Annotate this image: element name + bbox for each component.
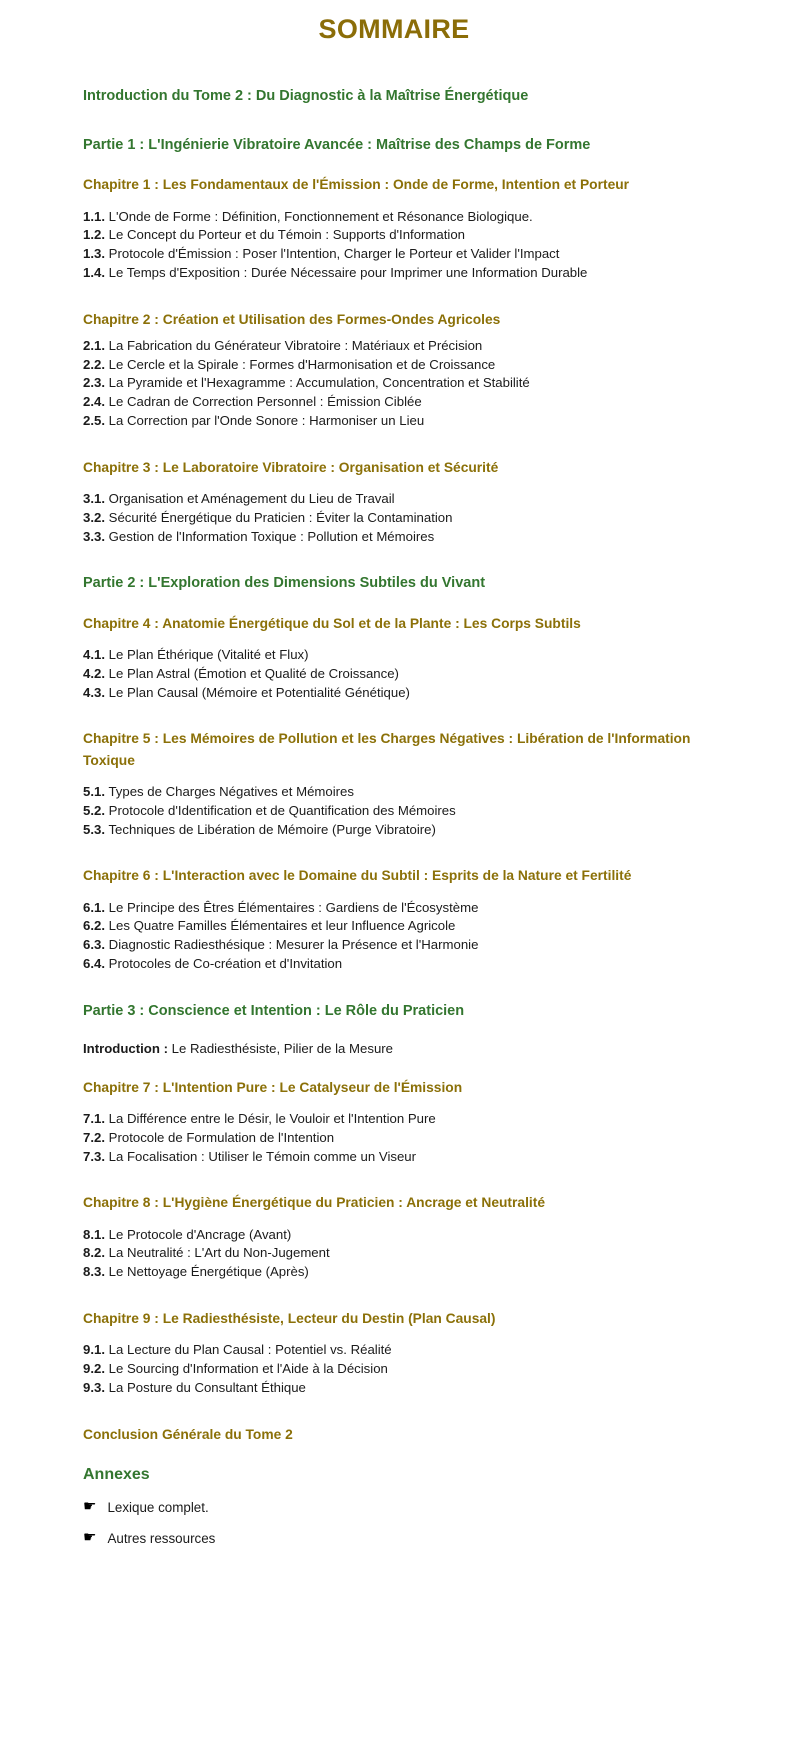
spacer — [83, 1059, 705, 1077]
chapter-heading-3: Chapitre 3 : Le Laboratoire Vibratoire : Organisation et Sécurité — [83, 459, 499, 475]
entry-label: Les Quatre Familles Élémentaires et leur Influence Agricole — [108, 918, 456, 934]
entry-number: 9.2. — [83, 1361, 105, 1377]
toc-entry[interactable] — [83, 208, 705, 227]
entry-label: Types de Charges Négatives et Mémoires — [108, 784, 354, 800]
entry-label: La Pyramide et l'Hexagramme : Accumulation, Concentration et Stabilité — [108, 375, 530, 391]
toc-entry[interactable] — [83, 509, 705, 528]
entry-label: L'Onde de Forme : Définition, Fonctionnement et Résonance Biologique. — [108, 208, 533, 224]
entry-number: 2.3. — [83, 375, 105, 391]
toc-entry[interactable] — [83, 1226, 705, 1245]
entry-number: 5.1. — [83, 784, 105, 800]
toc-entry[interactable] — [83, 955, 705, 974]
spacer — [83, 634, 705, 646]
chapter-heading-2: Chapitre 2 : Création et Utilisation des Formes-Ondes Agricoles — [83, 311, 501, 327]
spacer — [83, 478, 705, 490]
spacer — [83, 45, 705, 85]
toc-entry[interactable] — [83, 374, 705, 393]
entry-label: Organisation et Aménagement du Lieu de Travail — [108, 491, 395, 507]
entry-label: Le Cadran de Correction Personnel : Émission Ciblée — [108, 394, 422, 410]
entry-number: 6.1. — [83, 899, 105, 915]
chapter-heading-8: Chapitre 8 : L'Hygiène Énergétique du Praticien : Ancrage et Neutralité — [83, 1195, 546, 1211]
chapter-heading-4: Chapitre 4 : Anatomie Énergétique du Sol et de la Plante : Les Corps Subtils — [83, 615, 581, 631]
entry-label: Protocole de Formulation de l'Intention — [108, 1129, 335, 1145]
pointing-hand-icon: ☛ — [83, 1528, 97, 1546]
spacer — [83, 1022, 705, 1040]
entry-label: La Lecture du Plan Causal : Potentiel vs. Réalité — [108, 1342, 392, 1358]
chapter-heading-5: Chapitre 5 : Les Mémoires de Pollution et les Charges Négatives : Libération de l'Information Toxique — [83, 731, 691, 768]
toc-entry[interactable] — [83, 821, 705, 840]
toc-entry[interactable] — [83, 528, 705, 547]
toc-entry[interactable] — [83, 412, 705, 431]
entry-number: 6.4. — [83, 955, 105, 971]
entry-label: Le Sourcing d'Information et l'Aide à la Décision — [108, 1361, 388, 1377]
toc-entry[interactable] — [83, 393, 705, 412]
toc-entry[interactable] — [83, 899, 705, 918]
toc-entry[interactable] — [83, 1263, 705, 1282]
spacer — [83, 1098, 705, 1110]
entry-label: La Neutralité : L'Art du Non-Jugement — [108, 1245, 330, 1261]
toc-entry[interactable] — [83, 917, 705, 936]
entry-number: 3.1. — [83, 491, 105, 507]
entry-number: 5.2. — [83, 802, 105, 818]
toc-entry[interactable] — [83, 1360, 705, 1379]
entry-label: Protocole d'Identification et de Quantification des Mémoires — [108, 802, 456, 818]
spacer — [83, 108, 705, 134]
spacer — [83, 1398, 705, 1424]
page-title: SOMMAIRE — [318, 14, 470, 44]
spacer — [83, 156, 705, 174]
toc-entry[interactable] — [83, 490, 705, 509]
entry-number: 7.3. — [83, 1148, 105, 1164]
spacer — [83, 431, 705, 457]
entry-label: Protocoles de Co-création et d'Invitation — [108, 955, 343, 971]
entry-label: Techniques de Libération de Mémoire (Purge Vibratoire) — [108, 821, 436, 837]
entry-label: La Focalisation : Utiliser le Témoin comme un Viseur — [108, 1148, 417, 1164]
spacer — [83, 839, 705, 865]
spacer — [83, 1214, 705, 1226]
spacer — [83, 1329, 705, 1341]
entry-number: 2.2. — [83, 356, 105, 372]
entry-label: Le Cercle et la Spirale : Formes d'Harmonisation et de Croissance — [108, 356, 496, 372]
chapter-heading-9: Chapitre 9 : Le Radiesthésiste, Lecteur du Destin (Plan Causal) — [83, 1310, 496, 1326]
toc-entry[interactable] — [83, 337, 705, 356]
spacer — [83, 283, 705, 309]
entry-number: 3.3. — [83, 528, 105, 544]
spacer — [83, 1166, 705, 1192]
entry-label: Le Temps d'Exposition : Durée Nécessaire pour Imprimer une Information Durable — [108, 264, 588, 280]
list-item[interactable] — [83, 1530, 705, 1549]
entry-label: Protocole d'Émission : Poser l'Intention, Charger le Porteur et Valider l'Impact — [108, 246, 560, 262]
section-heading-annexes: Annexes — [83, 1465, 150, 1483]
toc-entry[interactable] — [83, 264, 705, 283]
entry-label: Le Concept du Porteur et du Témoin : Supports d'Information — [108, 227, 466, 243]
entry-label: Sécurité Énergétique du Praticien : Éviter la Contamination — [108, 509, 453, 525]
entry-number: 7.2. — [83, 1129, 105, 1145]
chapter-heading-6: Chapitre 6 : L'Interaction avec le Domaine du Subtil : Esprits de la Nature et Fertilité — [83, 868, 632, 884]
entry-label: Le Radiesthésiste, Pilier de la Mesure — [171, 1041, 394, 1057]
spacer — [83, 702, 705, 728]
spacer — [83, 1445, 705, 1463]
entry-number: 2.5. — [83, 412, 105, 428]
spacer — [83, 974, 705, 1000]
entry-number: 6.2. — [83, 918, 105, 934]
entry-label: La Correction par l'Onde Sonore : Harmoniser un Lieu — [108, 412, 425, 428]
entry-number: 1.1. — [83, 208, 105, 224]
section-heading-introduction: Introduction du Tome 2 : Du Diagnostic à la Maîtrise Énergétique — [83, 88, 529, 105]
part-heading-1: Partie 1 : L'Ingénierie Vibratoire Avancée : Maîtrise des Champs de Forme — [83, 136, 591, 153]
entry-number: 1.2. — [83, 227, 105, 243]
entry-number: 1.4. — [83, 264, 105, 280]
toc-entry[interactable] — [83, 245, 705, 264]
chapter-heading-1: Chapitre 1 : Les Fondamentaux de l'Émission : Onde de Forme, Intention et Porteur — [83, 177, 630, 193]
entry-number: 8.2. — [83, 1245, 105, 1261]
spacer — [83, 546, 705, 572]
entry-number: 4.1. — [83, 647, 105, 663]
entry-number: 2.4. — [83, 394, 105, 410]
spacer — [83, 196, 705, 208]
entry-number: Introduction : — [83, 1041, 168, 1057]
entry-number: 4.2. — [83, 665, 105, 681]
toc-entry[interactable] — [83, 1379, 705, 1398]
section-heading-conclusion: Conclusion Générale du Tome 2 — [83, 1426, 293, 1442]
toc-entry[interactable] — [83, 646, 705, 665]
toc-entry-introduction[interactable] — [83, 1040, 705, 1059]
part-heading-2: Partie 2 : L'Exploration des Dimensions Subtiles du Vivant — [83, 575, 486, 592]
spacer — [83, 1282, 705, 1308]
entry-number: 7.1. — [83, 1111, 105, 1127]
entry-number: 9.3. — [83, 1379, 105, 1395]
entry-number: 8.3. — [83, 1264, 105, 1280]
toc-entry[interactable] — [83, 356, 705, 375]
entry-label: Le Plan Astral (Émotion et Qualité de Croissance) — [108, 665, 399, 681]
entry-label: Le Principe des Êtres Élémentaires : Gardiens de l'Écosystème — [108, 899, 479, 915]
entry-number: 4.3. — [83, 684, 105, 700]
entry-label: La Différence entre le Désir, le Vouloir et l'Intention Pure — [108, 1111, 436, 1127]
entry-label: La Fabrication du Générateur Vibratoire : Matériaux et Précision — [108, 338, 483, 354]
entry-label: Le Nettoyage Énergétique (Après) — [108, 1264, 309, 1280]
chapter-heading-7: Chapitre 7 : L'Intention Pure : Le Catalyseur de l'Émission — [83, 1079, 463, 1095]
toc-entry[interactable] — [83, 936, 705, 955]
spacer — [83, 330, 705, 337]
entry-number: 2.1. — [83, 338, 105, 354]
entry-number: 3.2. — [83, 509, 105, 525]
annexes-list — [83, 1499, 705, 1549]
spacer — [83, 595, 705, 613]
part-heading-3: Partie 3 : Conscience et Intention : Le Rôle du Praticien — [83, 1002, 465, 1019]
toc-entry[interactable] — [83, 1110, 705, 1129]
toc-entry[interactable] — [83, 802, 705, 821]
toc-entry[interactable] — [83, 226, 705, 245]
spacer — [83, 771, 705, 783]
entry-number: 5.3. — [83, 821, 105, 837]
annex-item-label: Lexique complet. — [107, 1499, 209, 1515]
list-item[interactable] — [83, 1499, 705, 1518]
entry-label: Diagnostic Radiesthésique : Mesurer la Présence et l'Harmonie — [108, 937, 479, 953]
entry-label: Le Plan Causal (Mémoire et Potentialité Génétique) — [108, 684, 410, 700]
toc-entry[interactable] — [83, 1129, 705, 1148]
toc-entry[interactable] — [83, 1341, 705, 1360]
toc-entry[interactable] — [83, 1148, 705, 1167]
toc-entry[interactable] — [83, 665, 705, 684]
toc-entry[interactable] — [83, 1244, 705, 1263]
annex-item-label: Autres ressources — [107, 1530, 216, 1546]
entry-number: 6.3. — [83, 937, 105, 953]
pointing-hand-icon: ☛ — [83, 1497, 97, 1515]
entry-number: 8.1. — [83, 1226, 105, 1242]
toc-entry[interactable] — [83, 783, 705, 802]
entry-number: 1.3. — [83, 246, 105, 262]
entry-label: La Posture du Consultant Éthique — [108, 1379, 306, 1395]
spacer — [83, 887, 705, 899]
entry-label: Le Plan Éthérique (Vitalité et Flux) — [108, 647, 309, 663]
entry-number: 9.1. — [83, 1342, 105, 1358]
entry-label: Gestion de l'Information Toxique : Pollution et Mémoires — [108, 528, 435, 544]
toc-entry[interactable] — [83, 684, 705, 703]
entry-label: Le Protocole d'Ancrage (Avant) — [108, 1226, 292, 1242]
